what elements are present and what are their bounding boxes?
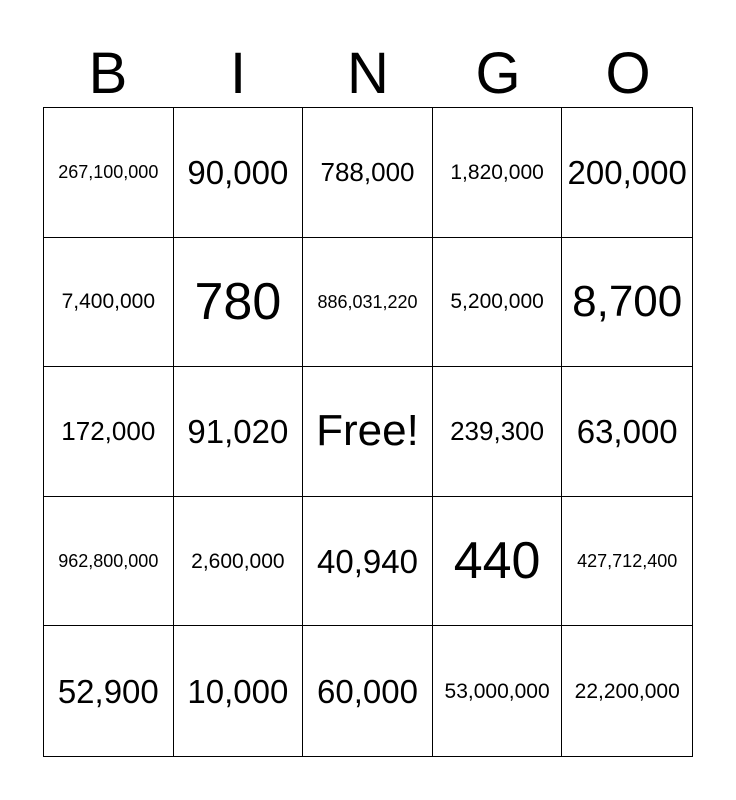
bingo-cell-r3-c2[interactable]: 91,020 (174, 367, 304, 497)
bingo-cell-r1-c3[interactable]: 788,000 (303, 108, 433, 238)
bingo-cell-r1-c4[interactable]: 1,820,000 (433, 108, 563, 238)
bingo-cell-free[interactable]: Free! (303, 367, 433, 497)
bingo-cell-r1-c1[interactable]: 267,100,000 (44, 108, 174, 238)
header-letter-o: O (605, 41, 651, 106)
bingo-cell-r3-c4[interactable]: 239,300 (433, 367, 563, 497)
header-letter-g: G (475, 41, 521, 106)
bingo-cell-r2-c4[interactable]: 5,200,000 (433, 238, 563, 368)
bingo-header (43, 40, 693, 108)
bingo-cell-r2-c2[interactable]: 780 (174, 238, 304, 368)
bingo-cell-r4-c5[interactable]: 427,712,400 (562, 497, 692, 627)
bingo-cell-r5-c2[interactable]: 10,000 (174, 626, 304, 756)
bingo-cell-r5-c4[interactable]: 53,000,000 (433, 626, 563, 756)
bingo-cell-r4-c1[interactable]: 962,800,000 (44, 497, 174, 627)
bingo-cell-r5-c1[interactable]: 52,900 (44, 626, 174, 756)
bingo-cell-r5-c3[interactable]: 60,000 (303, 626, 433, 756)
bingo-cell-r1-c2[interactable]: 90,000 (174, 108, 304, 238)
bingo-cell-r3-c5[interactable]: 63,000 (562, 367, 692, 497)
bingo-cell-r4-c4[interactable]: 440 (433, 497, 563, 627)
bingo-cell-r5-c5[interactable]: 22,200,000 (574, 679, 680, 703)
header-letter-n: N (347, 41, 389, 106)
bingo-cell-r2-c3[interactable]: 886,031,220 (303, 238, 433, 368)
bingo-cell-r1-c5[interactable]: 200,000 (562, 108, 692, 238)
bingo-cell-r4-c3[interactable]: 40,940 (303, 497, 433, 627)
bingo-cell-r4-c2[interactable]: 2,600,000 (174, 497, 304, 627)
header-letter-i: I (229, 41, 247, 106)
bingo-board (43, 107, 693, 757)
bingo-cell-r2-c1[interactable]: 7,400,000 (44, 238, 174, 368)
bingo-cell-r3-c1[interactable]: 172,000 (44, 367, 174, 497)
header-letter-b: B (88, 41, 128, 106)
bingo-cell-r2-c5[interactable]: 8,700 (562, 238, 692, 368)
